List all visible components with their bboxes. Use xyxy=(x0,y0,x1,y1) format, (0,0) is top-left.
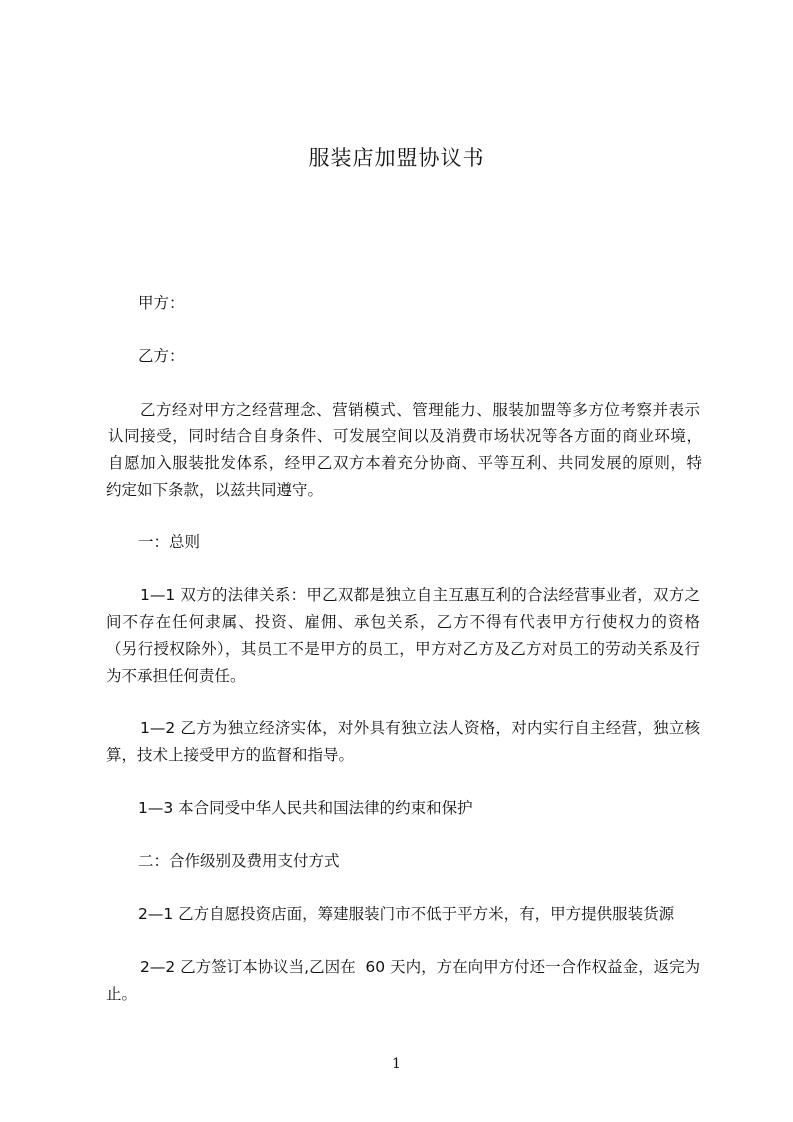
intro-line: 约定如下条款，以兹共同遵守。 xyxy=(106,481,324,499)
clause-line: （另行授权除外），其员工不是甲方的员工，甲方对乙方及乙方对员工的劳动关系及行 xyxy=(106,640,700,658)
section-heading: 一：总则 xyxy=(138,533,201,551)
clause-line: 2—2 乙方签订本协议当,乙因在 60 天内，方在向甲方付还一合作权益金，返完为 xyxy=(140,958,701,976)
clause-line: 1—3 本合同受中华人民共和国法律的约束和保护 xyxy=(138,799,473,817)
clause-line: 为不承担任何责任。 xyxy=(106,667,246,685)
document-title: 服装店加盟协议书 xyxy=(308,146,485,170)
clause-line: 1—1 双方的法律关系：甲乙双都是独立自主互惠互利的合法经营事业者，双方之 xyxy=(140,586,700,604)
intro-line: 认同接受，同时结合自身条件、可发展空间以及消费市场状况等各方面的商业环境， xyxy=(108,427,702,445)
clause-line: 止。 xyxy=(106,985,138,1003)
clause-line: 1—2 乙方为独立经济实体，对外具有独立法人资格，对内实行自主经营，独立核 xyxy=(140,719,700,737)
clause-line: 算，技术上接受甲方的监督和指导。 xyxy=(106,746,355,764)
clause-line: 2—1 乙方自愿投资店面，筹建服装门市不低于平方米，有，甲方提供服装货源 xyxy=(138,905,675,923)
party-a-label: 甲方： xyxy=(138,294,185,312)
intro-line: 自愿加入服装批发体系，经甲乙双方本着充分协商、平等互利、共同发展的原则，特 xyxy=(108,454,702,472)
intro-line: 乙方经对甲方之经营理念、营销模式、管理能力、服装加盟等多方位考察并表示 xyxy=(140,401,700,419)
clause-line: 间不存在任何隶属、投资、雇佣、承包关系，乙方不得有代表甲方行使权力的资格 xyxy=(106,613,700,631)
party-b-label: 乙方： xyxy=(138,347,185,365)
section-heading: 二：合作级别及费用支付方式 xyxy=(138,852,340,870)
page-number: 1 xyxy=(392,1056,401,1072)
